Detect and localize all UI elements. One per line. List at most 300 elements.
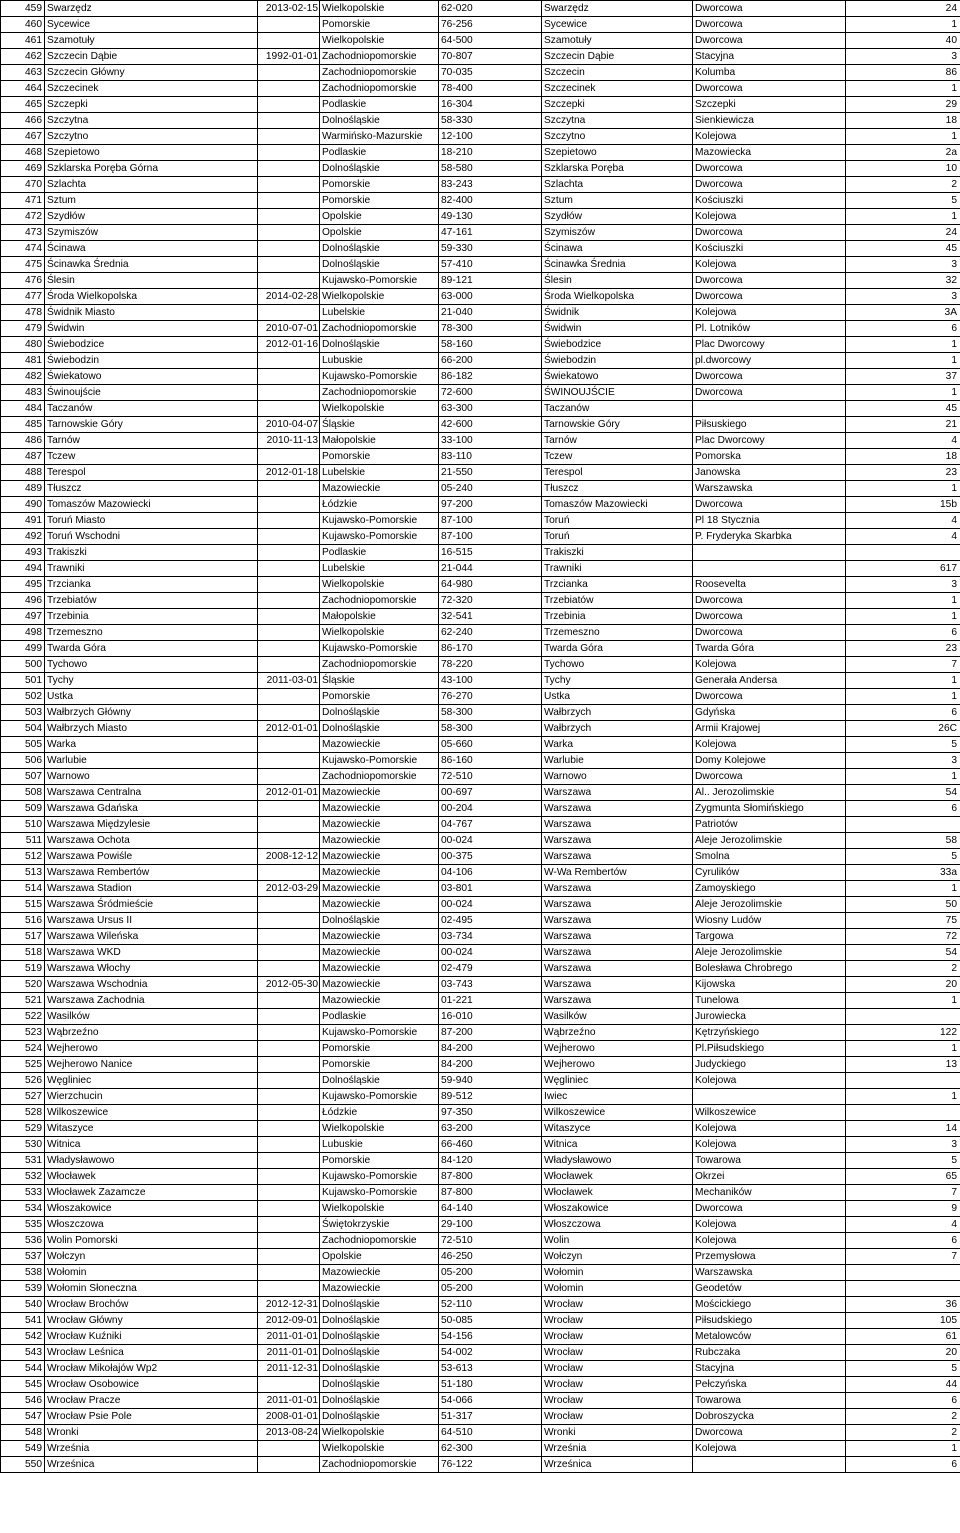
city-cell: Warlubie xyxy=(542,753,693,769)
building-number-cell: 7 xyxy=(846,1185,960,1201)
date-cell xyxy=(258,209,320,225)
table-row xyxy=(1,1457,960,1473)
street-cell: Kolejowa xyxy=(693,209,846,225)
date-cell: 2013-08-24 xyxy=(258,1425,320,1441)
row-number-cell: 533 xyxy=(1,1185,45,1201)
street-cell: Dworcowa xyxy=(693,33,846,49)
date-cell xyxy=(258,257,320,273)
postal-code-cell: 51-317 xyxy=(439,1409,542,1425)
row-number-cell: 488 xyxy=(1,465,45,481)
postal-code-cell: 00-375 xyxy=(439,849,542,865)
city-cell: Szymiszów xyxy=(542,225,693,241)
city-cell: Wrocław xyxy=(542,1297,693,1313)
station-name-cell: Szczecin Główny xyxy=(45,65,258,81)
building-number-cell: 1 xyxy=(846,481,960,497)
street-cell: Mechaników xyxy=(693,1185,846,1201)
street-cell: Dworcowa xyxy=(693,161,846,177)
table-row xyxy=(1,1441,960,1457)
street-cell: Dworcowa xyxy=(693,593,846,609)
building-number-cell: 1 xyxy=(846,881,960,897)
date-cell xyxy=(258,1265,320,1281)
voivodeship-cell: Dolnośląskie xyxy=(320,1297,439,1313)
postal-code-cell: 87-200 xyxy=(439,1025,542,1041)
table-row xyxy=(1,737,960,753)
row-number-cell: 538 xyxy=(1,1265,45,1281)
building-number-cell: 122 xyxy=(846,1025,960,1041)
city-cell: Twarda Góra xyxy=(542,641,693,657)
table-row xyxy=(1,209,960,225)
row-number-cell: 506 xyxy=(1,753,45,769)
street-cell: Targowa xyxy=(693,929,846,945)
date-cell: 2012-12-31 xyxy=(258,1297,320,1313)
street-cell: Kętrzyńskiego xyxy=(693,1025,846,1041)
voivodeship-cell: Kujawsko-Pomorskie xyxy=(320,1185,439,1201)
postal-code-cell: 00-697 xyxy=(439,785,542,801)
table-row xyxy=(1,1137,960,1153)
postal-code-cell: 87-100 xyxy=(439,529,542,545)
station-name-cell: Toruń Miasto xyxy=(45,513,258,529)
street-cell: Warszawska xyxy=(693,1265,846,1281)
postal-code-cell: 58-330 xyxy=(439,113,542,129)
postal-code-cell: 21-044 xyxy=(439,561,542,577)
voivodeship-cell: Wielkopolskie xyxy=(320,1201,439,1217)
voivodeship-cell: Dolnośląskie xyxy=(320,1361,439,1377)
street-cell: Dworcowa xyxy=(693,225,846,241)
station-name-cell: Wasilków xyxy=(45,1009,258,1025)
voivodeship-cell: Pomorskie xyxy=(320,177,439,193)
date-cell xyxy=(258,1169,320,1185)
station-name-cell: Sztum xyxy=(45,193,258,209)
row-number-cell: 487 xyxy=(1,449,45,465)
date-cell xyxy=(258,1217,320,1233)
postal-code-cell: 72-510 xyxy=(439,769,542,785)
building-number-cell: 1 xyxy=(846,385,960,401)
street-cell: Towarowa xyxy=(693,1393,846,1409)
city-cell: Ścinawa xyxy=(542,241,693,257)
postal-code-cell: 97-200 xyxy=(439,497,542,513)
table-row xyxy=(1,753,960,769)
building-number-cell: 1 xyxy=(846,673,960,689)
station-name-cell: Witnica xyxy=(45,1137,258,1153)
street-cell: Domy Kolejowe xyxy=(693,753,846,769)
street-cell: Dworcowa xyxy=(693,1425,846,1441)
row-number-cell: 465 xyxy=(1,97,45,113)
voivodeship-cell: Wielkopolskie xyxy=(320,625,439,641)
postal-code-cell: 43-100 xyxy=(439,673,542,689)
table-row xyxy=(1,401,960,417)
date-cell: 2010-11-13 xyxy=(258,433,320,449)
street-cell: Kolejowa xyxy=(693,737,846,753)
row-number-cell: 484 xyxy=(1,401,45,417)
city-cell: Trakiszki xyxy=(542,545,693,561)
city-cell: Ścinawka Średnia xyxy=(542,257,693,273)
city-cell: Świebodzin xyxy=(542,353,693,369)
building-number-cell: 3 xyxy=(846,257,960,273)
date-cell xyxy=(258,1009,320,1025)
station-name-cell: Warszawa Śródmieście xyxy=(45,897,258,913)
building-number-cell: 5 xyxy=(846,849,960,865)
row-number-cell: 476 xyxy=(1,273,45,289)
street-cell: Kijowska xyxy=(693,977,846,993)
postal-code-cell: 70-807 xyxy=(439,49,542,65)
city-cell: Włoszczowa xyxy=(542,1217,693,1233)
row-number-cell: 467 xyxy=(1,129,45,145)
row-number-cell: 510 xyxy=(1,817,45,833)
postal-code-cell: 72-510 xyxy=(439,1233,542,1249)
row-number-cell: 515 xyxy=(1,897,45,913)
station-name-cell: Ustka xyxy=(45,689,258,705)
postal-code-cell: 87-800 xyxy=(439,1185,542,1201)
date-cell xyxy=(258,1089,320,1105)
building-number-cell: 9 xyxy=(846,1201,960,1217)
city-cell: Włocławek xyxy=(542,1185,693,1201)
postal-code-cell: 00-024 xyxy=(439,945,542,961)
table-row xyxy=(1,1169,960,1185)
row-number-cell: 468 xyxy=(1,145,45,161)
station-name-cell: Świebodzin xyxy=(45,353,258,369)
street-cell: Pl.Piłsudskiego xyxy=(693,1041,846,1057)
table-row xyxy=(1,353,960,369)
voivodeship-cell: Dolnośląskie xyxy=(320,257,439,273)
voivodeship-cell: Pomorskie xyxy=(320,1057,439,1073)
date-cell xyxy=(258,577,320,593)
station-name-cell: Wrześnica xyxy=(45,1457,258,1473)
postal-code-cell: 76-256 xyxy=(439,17,542,33)
voivodeship-cell: Mazowieckie xyxy=(320,881,439,897)
building-number-cell xyxy=(846,817,960,833)
table-row xyxy=(1,257,960,273)
table-row xyxy=(1,689,960,705)
table-row xyxy=(1,1089,960,1105)
row-number-cell: 531 xyxy=(1,1153,45,1169)
station-name-cell: Świnoujście xyxy=(45,385,258,401)
table-row xyxy=(1,1201,960,1217)
building-number-cell: 1 xyxy=(846,353,960,369)
row-number-cell: 504 xyxy=(1,721,45,737)
building-number-cell: 2 xyxy=(846,1425,960,1441)
table-row xyxy=(1,161,960,177)
street-cell: Aleje Jerozolimskie xyxy=(693,833,846,849)
street-cell: Dworcowa xyxy=(693,769,846,785)
date-cell xyxy=(258,385,320,401)
date-cell xyxy=(258,641,320,657)
table-row xyxy=(1,1313,960,1329)
street-cell: Aleje Jerozolimskie xyxy=(693,945,846,961)
street-cell: Roosevelta xyxy=(693,577,846,593)
table-row xyxy=(1,1,960,17)
voivodeship-cell: Mazowieckie xyxy=(320,1265,439,1281)
building-number-cell: 1 xyxy=(846,129,960,145)
row-number-cell: 480 xyxy=(1,337,45,353)
station-name-cell: Ślesin xyxy=(45,273,258,289)
street-cell: Dworcowa xyxy=(693,177,846,193)
voivodeship-cell: Pomorskie xyxy=(320,193,439,209)
postal-code-cell: 42-600 xyxy=(439,417,542,433)
station-name-cell: Wilkoszewice xyxy=(45,1105,258,1121)
postal-code-cell: 54-002 xyxy=(439,1345,542,1361)
date-cell xyxy=(258,753,320,769)
date-cell xyxy=(258,529,320,545)
voivodeship-cell: Zachodniopomorskie xyxy=(320,49,439,65)
row-number-cell: 534 xyxy=(1,1201,45,1217)
street-cell: Generała Andersa xyxy=(693,673,846,689)
station-name-cell: Wołomin Słoneczna xyxy=(45,1281,258,1297)
street-cell: Dworcowa xyxy=(693,289,846,305)
row-number-cell: 549 xyxy=(1,1441,45,1457)
city-cell: Trzebiatów xyxy=(542,593,693,609)
building-number-cell xyxy=(846,1073,960,1089)
date-cell xyxy=(258,545,320,561)
building-number-cell: 3 xyxy=(846,1137,960,1153)
date-cell xyxy=(258,817,320,833)
station-name-cell: Szczecinek xyxy=(45,81,258,97)
street-cell: P. Fryderyka Skarbka xyxy=(693,529,846,545)
station-name-cell: Świdwin xyxy=(45,321,258,337)
station-name-cell: Trakiszki xyxy=(45,545,258,561)
building-number-cell: 72 xyxy=(846,929,960,945)
voivodeship-cell: Zachodniopomorskie xyxy=(320,321,439,337)
building-number-cell: 33a xyxy=(846,865,960,881)
street-cell: Piłsudskiego xyxy=(693,1313,846,1329)
city-cell: Wałbrzych xyxy=(542,721,693,737)
postal-code-cell: 58-580 xyxy=(439,161,542,177)
building-number-cell: 15b xyxy=(846,497,960,513)
building-number-cell: 1 xyxy=(846,689,960,705)
table-row xyxy=(1,129,960,145)
postal-code-cell: 05-200 xyxy=(439,1265,542,1281)
street-cell: Kolejowa xyxy=(693,1073,846,1089)
row-number-cell: 473 xyxy=(1,225,45,241)
city-cell: Szepietowo xyxy=(542,145,693,161)
date-cell xyxy=(258,225,320,241)
city-cell: Taczanów xyxy=(542,401,693,417)
station-name-cell: Szczytna xyxy=(45,113,258,129)
voivodeship-cell: Mazowieckie xyxy=(320,993,439,1009)
table-row xyxy=(1,513,960,529)
station-name-cell: Wrocław Główny xyxy=(45,1313,258,1329)
station-name-cell: Tczew xyxy=(45,449,258,465)
postal-code-cell: 62-240 xyxy=(439,625,542,641)
building-number-cell: 32 xyxy=(846,273,960,289)
row-number-cell: 469 xyxy=(1,161,45,177)
city-cell: Wrocław xyxy=(542,1409,693,1425)
building-number-cell: 3 xyxy=(846,577,960,593)
station-name-cell: Warszawa Rembertów xyxy=(45,865,258,881)
city-cell: Trzcianka xyxy=(542,577,693,593)
building-number-cell: 105 xyxy=(846,1313,960,1329)
station-name-cell: Warszawa Wschodnia xyxy=(45,977,258,993)
city-cell: Sycewice xyxy=(542,17,693,33)
building-number-cell xyxy=(846,1105,960,1121)
building-number-cell: 10 xyxy=(846,161,960,177)
postal-code-cell: 54-156 xyxy=(439,1329,542,1345)
postal-code-cell: 70-035 xyxy=(439,65,542,81)
date-cell xyxy=(258,1025,320,1041)
table-row xyxy=(1,497,960,513)
row-number-cell: 477 xyxy=(1,289,45,305)
date-cell: 2012-01-18 xyxy=(258,465,320,481)
row-number-cell: 524 xyxy=(1,1041,45,1057)
building-number-cell: 6 xyxy=(846,1457,960,1473)
row-number-cell: 490 xyxy=(1,497,45,513)
station-name-cell: Warszawa Stadion xyxy=(45,881,258,897)
building-number-cell: 29 xyxy=(846,97,960,113)
city-cell: Wejherowo xyxy=(542,1057,693,1073)
row-number-cell: 459 xyxy=(1,1,45,17)
row-number-cell: 475 xyxy=(1,257,45,273)
street-cell: Geodetów xyxy=(693,1281,846,1297)
table-row xyxy=(1,321,960,337)
date-cell xyxy=(258,497,320,513)
city-cell: Warka xyxy=(542,737,693,753)
city-cell: Tarnów xyxy=(542,433,693,449)
date-cell: 2011-01-01 xyxy=(258,1393,320,1409)
station-name-cell: Warszawa Ochota xyxy=(45,833,258,849)
row-number-cell: 474 xyxy=(1,241,45,257)
street-cell: Sienkiewicza xyxy=(693,113,846,129)
row-number-cell: 485 xyxy=(1,417,45,433)
date-cell xyxy=(258,929,320,945)
building-number-cell: 45 xyxy=(846,241,960,257)
row-number-cell: 546 xyxy=(1,1393,45,1409)
street-cell: Zygmunta Słomińskiego xyxy=(693,801,846,817)
city-cell: Wrześnica xyxy=(542,1457,693,1473)
table-row xyxy=(1,113,960,129)
date-cell: 2014-02-28 xyxy=(258,289,320,305)
building-number-cell: 3 xyxy=(846,753,960,769)
table-row xyxy=(1,817,960,833)
table-row xyxy=(1,49,960,65)
station-name-cell: Toruń Wschodni xyxy=(45,529,258,545)
city-cell: Tłuszcz xyxy=(542,481,693,497)
station-name-cell: Włocławek xyxy=(45,1169,258,1185)
street-cell: Pl 18 Stycznia xyxy=(693,513,846,529)
postal-code-cell: 87-800 xyxy=(439,1169,542,1185)
street-cell: Smolna xyxy=(693,849,846,865)
building-number-cell: 6 xyxy=(846,1233,960,1249)
voivodeship-cell: Zachodniopomorskie xyxy=(320,593,439,609)
postal-code-cell: 63-000 xyxy=(439,289,542,305)
table-row xyxy=(1,465,960,481)
city-cell: Wolin xyxy=(542,1233,693,1249)
voivodeship-cell: Dolnośląskie xyxy=(320,1073,439,1089)
row-number-cell: 470 xyxy=(1,177,45,193)
voivodeship-cell: Podlaskie xyxy=(320,145,439,161)
street-cell: Pl. Lotników xyxy=(693,321,846,337)
station-name-cell: Tychowo xyxy=(45,657,258,673)
row-number-cell: 472 xyxy=(1,209,45,225)
table-row xyxy=(1,289,960,305)
station-name-cell: Wrocław Pracze xyxy=(45,1393,258,1409)
building-number-cell: 2 xyxy=(846,1409,960,1425)
voivodeship-cell: Kujawsko-Pomorskie xyxy=(320,1089,439,1105)
street-cell: Mościckiego xyxy=(693,1297,846,1313)
voivodeship-cell: Mazowieckie xyxy=(320,865,439,881)
city-cell: Trzemeszno xyxy=(542,625,693,641)
table-row xyxy=(1,337,960,353)
voivodeship-cell: Lubuskie xyxy=(320,353,439,369)
date-cell xyxy=(258,689,320,705)
city-cell: Warszawa xyxy=(542,801,693,817)
date-cell xyxy=(258,1457,320,1473)
date-cell xyxy=(258,913,320,929)
building-number-cell: 37 xyxy=(846,369,960,385)
city-cell: Środa Wielkopolska xyxy=(542,289,693,305)
city-cell: Wołczyn xyxy=(542,1249,693,1265)
postal-code-cell: 05-660 xyxy=(439,737,542,753)
date-cell xyxy=(258,193,320,209)
city-cell: Tarnowskie Góry xyxy=(542,417,693,433)
row-number-cell: 463 xyxy=(1,65,45,81)
row-number-cell: 532 xyxy=(1,1169,45,1185)
building-number-cell: 3 xyxy=(846,289,960,305)
table-row xyxy=(1,305,960,321)
row-number-cell: 486 xyxy=(1,433,45,449)
building-number-cell: 18 xyxy=(846,449,960,465)
station-name-cell: Szamotuły xyxy=(45,33,258,49)
date-cell xyxy=(258,833,320,849)
postal-code-cell: 62-020 xyxy=(439,1,542,17)
street-cell xyxy=(693,545,846,561)
row-number-cell: 509 xyxy=(1,801,45,817)
street-cell: Dworcowa xyxy=(693,689,846,705)
postal-code-cell: 33-100 xyxy=(439,433,542,449)
date-cell: 2011-12-31 xyxy=(258,1361,320,1377)
table-row xyxy=(1,609,960,625)
table-row xyxy=(1,705,960,721)
row-number-cell: 542 xyxy=(1,1329,45,1345)
date-cell xyxy=(258,129,320,145)
voivodeship-cell: Kujawsko-Pomorskie xyxy=(320,1025,439,1041)
street-cell: Towarowa xyxy=(693,1153,846,1169)
voivodeship-cell: Opolskie xyxy=(320,209,439,225)
city-cell: Wronki xyxy=(542,1425,693,1441)
voivodeship-cell: Dolnośląskie xyxy=(320,1377,439,1393)
station-name-cell: Taczanów xyxy=(45,401,258,417)
station-name-cell: Wolin Pomorski xyxy=(45,1233,258,1249)
voivodeship-cell: Dolnośląskie xyxy=(320,1345,439,1361)
city-cell: Toruń xyxy=(542,513,693,529)
postal-code-cell: 00-204 xyxy=(439,801,542,817)
date-cell: 1992-01-01 xyxy=(258,49,320,65)
building-number-cell: 14 xyxy=(846,1121,960,1137)
voivodeship-cell: Wielkopolskie xyxy=(320,577,439,593)
voivodeship-cell: Dolnośląskie xyxy=(320,1313,439,1329)
table-row xyxy=(1,1377,960,1393)
station-name-cell: Warszawa Powiśle xyxy=(45,849,258,865)
postal-code-cell: 52-110 xyxy=(439,1297,542,1313)
table-row xyxy=(1,65,960,81)
postal-code-cell: 83-243 xyxy=(439,177,542,193)
postal-code-cell: 83-110 xyxy=(439,449,542,465)
building-number-cell: 1 xyxy=(846,1441,960,1457)
table-row xyxy=(1,657,960,673)
voivodeship-cell: Małopolskie xyxy=(320,433,439,449)
building-number-cell: 1 xyxy=(846,593,960,609)
station-name-cell: Wrocław Psie Pole xyxy=(45,1409,258,1425)
row-number-cell: 522 xyxy=(1,1009,45,1025)
postal-code-cell: 78-400 xyxy=(439,81,542,97)
station-name-cell: Środa Wielkopolska xyxy=(45,289,258,305)
postal-code-cell: 29-100 xyxy=(439,1217,542,1233)
station-name-cell: Szczepki xyxy=(45,97,258,113)
date-cell: 2011-01-01 xyxy=(258,1345,320,1361)
station-name-cell: Szczecin Dąbie xyxy=(45,49,258,65)
street-cell: Kolejowa xyxy=(693,1121,846,1137)
row-number-cell: 460 xyxy=(1,17,45,33)
table-row xyxy=(1,97,960,113)
station-name-cell: Trzebiatów xyxy=(45,593,258,609)
